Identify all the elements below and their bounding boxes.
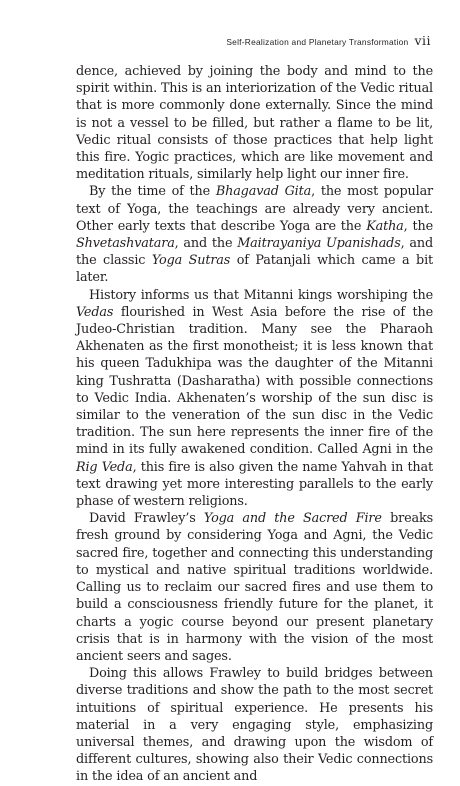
italic-title: Maitrayaniya Upanishads xyxy=(237,236,401,252)
paragraph xyxy=(76,183,433,286)
italic-title: Rig Veda xyxy=(76,459,133,475)
text-run: , and the xyxy=(174,236,238,252)
body-text xyxy=(76,63,433,786)
text-run: David Frawley’s xyxy=(89,511,204,527)
text-run: flourished in West Asia before the rise of the Judeo-Christian tradition. Many see the Pharaoh Akhenaten as the first monotheist; it is less known that his queen Tadukhipa was the daughter of the Mitanni king Tushratta (Dasharatha) with possible connections to Vedic India. Akhenaten’s worship of the sun disc is similar to the veneration of the sun disc in the Vedic tradition. The sun here represents the inner fire of the mind in its fully awakened condition. Called Agni in the xyxy=(76,304,433,458)
italic-title: Yoga and the Sacred Fire xyxy=(203,511,382,527)
italic-title: Shvetashvatara xyxy=(76,236,175,252)
running-title: Self-Realization and Planetary Transformation xyxy=(226,37,409,47)
text-run: , the xyxy=(403,218,433,234)
italic-title: Katha xyxy=(366,218,404,234)
text-run: Doing this allows Frawley to build bridges between diverse traditions and show the path to the most secret intuitions of spiritual experience. He presents his material in a very engaging style, emphasizing universal themes, and drawing upon the wisdom of different cultures, showing also their Vedic connections in the idea of an ancient and xyxy=(76,666,433,785)
paragraph xyxy=(76,665,433,785)
running-head xyxy=(82,34,431,49)
text-run: History informs us that Mitanni kings worshiping the xyxy=(89,287,433,303)
text-run: , and the classic xyxy=(76,236,433,269)
text-run: dence, achieved by joining the body and mind to the spirit within. This is an interiorization of the Vedic ritual that is more commonly done externally. Since the mind is not a vessel to be filled, but rather a flame to be lit, Vedic ritual consists of those practices that help light this fire. Yogic practices, which are like movement and meditation rituals, similarly help light our inner fire. xyxy=(76,64,433,183)
text-run: By the time of the xyxy=(89,184,216,200)
paragraph xyxy=(76,287,433,511)
page-number: vii xyxy=(414,33,431,48)
paragraph xyxy=(76,63,433,183)
paragraph xyxy=(76,510,433,665)
italic-title: Yoga Sutras xyxy=(151,253,231,269)
text-run: breaks fresh ground by considering Yoga and Agni, the Vedic sacred fire, together and connecting this understanding to mystical and native spiritual traditions worldwide. Calling us to reclaim our sacred fires and use them to build a consciousness friendly future for the planet, it charts a yogic course beyond our present planetary crisis that is in harmony with the vision of the most ancient seers and sages. xyxy=(76,511,433,664)
italic-title: Vedas xyxy=(76,304,114,320)
text-run: , the most popular text of Yoga, the teachings are already very ancient. Other early texts that describe Yoga are the xyxy=(76,184,434,234)
text-run: , this fire is also given the name Yahvah in that text drawing yet more interesting parallels to the early phase of western religions. xyxy=(76,459,433,510)
italic-title: Bhagavad Gita xyxy=(215,184,312,200)
text-run: of Patanjali which came a bit later. xyxy=(76,253,433,286)
